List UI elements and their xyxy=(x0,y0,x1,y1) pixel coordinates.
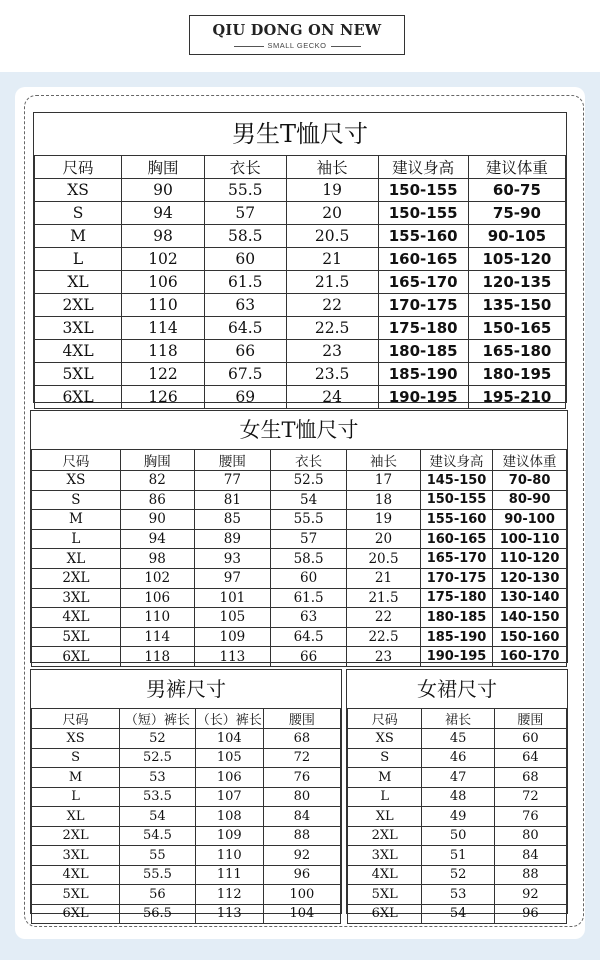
table-cell: 92 xyxy=(263,846,340,866)
table-row xyxy=(35,225,566,248)
table-cell: 56.5 xyxy=(120,904,196,924)
column-header: 建议身高 xyxy=(420,450,492,471)
column-header: 裙长 xyxy=(422,709,494,729)
table-cell: S xyxy=(32,490,121,510)
table-cell: 54 xyxy=(422,904,494,924)
table-cell: 113 xyxy=(195,904,263,924)
table-row xyxy=(32,647,567,667)
table-cell: 110 xyxy=(122,294,205,317)
table-cell: 45 xyxy=(422,729,494,749)
table-cell: 70-80 xyxy=(493,471,567,491)
men-tshirt-size-table xyxy=(33,112,567,406)
table-row xyxy=(32,627,567,647)
table-cell: 63 xyxy=(271,608,347,628)
table-cell: 94 xyxy=(122,202,205,225)
table-cell: 3XL xyxy=(35,317,122,340)
table-row xyxy=(35,317,566,340)
table-cell: 122 xyxy=(122,363,205,386)
column-header: 建议体重 xyxy=(493,450,567,471)
table-cell: 4XL xyxy=(35,340,122,363)
table-cell: 150-155 xyxy=(420,490,492,510)
table-row xyxy=(348,826,567,846)
table-cell: S xyxy=(348,748,422,768)
table-cell: 76 xyxy=(494,807,566,827)
women-skirt-size-table xyxy=(346,669,568,922)
table-row xyxy=(35,340,566,363)
table-cell: 100-110 xyxy=(493,529,567,549)
table-cell: 46 xyxy=(422,748,494,768)
table-cell: M xyxy=(32,768,120,788)
table-cell: 19 xyxy=(347,510,421,530)
table-cell: 23 xyxy=(347,647,421,667)
table-cell: 102 xyxy=(120,568,194,588)
brand-title: QIU DONG ON NEW xyxy=(212,22,382,39)
table-cell: 66 xyxy=(204,340,286,363)
table-cell: 165-180 xyxy=(468,340,565,363)
brand-logo xyxy=(189,15,405,55)
table-cell: XS xyxy=(348,729,422,749)
table-cell: XS xyxy=(32,729,120,749)
table-cell: 50 xyxy=(422,826,494,846)
table-cell: 68 xyxy=(263,729,340,749)
table-cell: 150-155 xyxy=(378,179,468,202)
table-cell: 64 xyxy=(494,748,566,768)
table-cell: 6XL xyxy=(35,386,122,409)
table-cell: 22.5 xyxy=(347,627,421,647)
table-cell: 97 xyxy=(194,568,271,588)
table-row xyxy=(32,588,567,608)
table-cell: 52.5 xyxy=(120,748,196,768)
table-cell: 90-105 xyxy=(468,225,565,248)
table-row xyxy=(35,248,566,271)
men-tshirt-title: 男生T恤尺寸 xyxy=(231,120,368,148)
women-skirt-title: 女裙尺寸 xyxy=(417,677,497,701)
table-cell: 5XL xyxy=(35,363,122,386)
women-tshirt-title: 女生T恤尺寸 xyxy=(239,418,359,442)
column-header: 袖长 xyxy=(347,450,421,471)
table-cell: 47 xyxy=(422,768,494,788)
table-row xyxy=(32,807,341,827)
table-row xyxy=(35,179,566,202)
table-cell: 100 xyxy=(263,885,340,905)
table-cell: 24 xyxy=(286,386,378,409)
table-cell: 175-180 xyxy=(420,588,492,608)
column-header: 尺码 xyxy=(32,709,120,729)
table-cell: 61.5 xyxy=(204,271,286,294)
table-cell: 120-135 xyxy=(468,271,565,294)
table-cell: 126 xyxy=(122,386,205,409)
table-cell: XL xyxy=(32,807,120,827)
table-cell: 5XL xyxy=(348,885,422,905)
table-cell: 22 xyxy=(347,608,421,628)
logo-rule-right xyxy=(331,46,361,47)
table-cell: 55.5 xyxy=(120,865,196,885)
table-cell: 61.5 xyxy=(271,588,347,608)
table-cell: 94 xyxy=(120,529,194,549)
table-cell: 53.5 xyxy=(120,787,196,807)
header-row xyxy=(32,450,567,471)
table-cell: 180-195 xyxy=(468,363,565,386)
table-cell: S xyxy=(35,202,122,225)
header-row xyxy=(32,709,341,729)
table-cell: 109 xyxy=(194,627,271,647)
table-cell: 21.5 xyxy=(347,588,421,608)
table-cell: 53 xyxy=(422,885,494,905)
table-cell: 85 xyxy=(194,510,271,530)
table-cell: 130-140 xyxy=(493,588,567,608)
men-tshirt-grid xyxy=(34,155,566,409)
women-tshirt-grid xyxy=(31,449,567,667)
table-cell: L xyxy=(348,787,422,807)
table-cell: 190-195 xyxy=(420,647,492,667)
table-cell: 106 xyxy=(122,271,205,294)
column-header: 胸围 xyxy=(120,450,194,471)
table-cell: 93 xyxy=(194,549,271,569)
table-cell: L xyxy=(32,787,120,807)
table-cell: 107 xyxy=(195,787,263,807)
table-cell: 5XL xyxy=(32,885,120,905)
table-cell: 2XL xyxy=(32,568,121,588)
table-cell: 4XL xyxy=(32,865,120,885)
table-cell: 185-190 xyxy=(378,363,468,386)
table-cell: 112 xyxy=(195,885,263,905)
table-cell: 109 xyxy=(195,826,263,846)
table-cell: 23 xyxy=(286,340,378,363)
men-pants-title: 男裤尺寸 xyxy=(146,677,226,701)
table-cell: 114 xyxy=(122,317,205,340)
table-cell: 88 xyxy=(494,865,566,885)
table-row xyxy=(32,768,341,788)
table-cell: 60 xyxy=(494,729,566,749)
table-row xyxy=(348,885,567,905)
table-cell: XL xyxy=(348,807,422,827)
table-cell: 165-170 xyxy=(378,271,468,294)
table-cell: 58.5 xyxy=(271,549,347,569)
column-header: 腰围 xyxy=(494,709,566,729)
table-cell: 20.5 xyxy=(347,549,421,569)
table-cell: 57 xyxy=(271,529,347,549)
table-cell: 81 xyxy=(194,490,271,510)
table-cell: 135-150 xyxy=(468,294,565,317)
table-cell: 92 xyxy=(494,885,566,905)
table-cell: 21 xyxy=(347,568,421,588)
table-cell: 77 xyxy=(194,471,271,491)
table-cell: 160-165 xyxy=(378,248,468,271)
table-cell: S xyxy=(32,748,120,768)
table-cell: 111 xyxy=(195,865,263,885)
table-cell: 118 xyxy=(120,647,194,667)
table-cell: 90-100 xyxy=(493,510,567,530)
table-cell: 110 xyxy=(120,608,194,628)
table-cell: 76 xyxy=(263,768,340,788)
table-cell: 150-160 xyxy=(493,627,567,647)
table-row xyxy=(32,608,567,628)
table-cell: 90 xyxy=(120,510,194,530)
column-header: 尺码 xyxy=(35,156,122,179)
table-cell: 55.5 xyxy=(204,179,286,202)
table-cell: 64.5 xyxy=(271,627,347,647)
table-cell: 20 xyxy=(286,202,378,225)
table-cell: 75-90 xyxy=(468,202,565,225)
table-cell: 68 xyxy=(494,768,566,788)
table-cell: 19 xyxy=(286,179,378,202)
table-cell: 120-130 xyxy=(493,568,567,588)
logo-rule-left xyxy=(234,46,264,47)
women-tshirt-size-table xyxy=(30,410,568,663)
table-cell: 55.5 xyxy=(271,510,347,530)
table-cell: 105 xyxy=(195,748,263,768)
table-cell: 155-160 xyxy=(378,225,468,248)
table-cell: 170-175 xyxy=(420,568,492,588)
table-cell: 72 xyxy=(263,748,340,768)
table-cell: 6XL xyxy=(348,904,422,924)
table-cell: 54 xyxy=(271,490,347,510)
table-cell: 18 xyxy=(347,490,421,510)
table-cell: 175-180 xyxy=(378,317,468,340)
table-row xyxy=(32,826,341,846)
table-row xyxy=(32,885,341,905)
table-row xyxy=(32,865,341,885)
table-cell: 72 xyxy=(494,787,566,807)
table-cell: 60-75 xyxy=(468,179,565,202)
table-cell: 82 xyxy=(120,471,194,491)
table-cell: 51 xyxy=(422,846,494,866)
table-cell: 118 xyxy=(122,340,205,363)
table-cell: 54 xyxy=(120,807,196,827)
table-cell: 170-175 xyxy=(378,294,468,317)
table-cell: 110-120 xyxy=(493,549,567,569)
table-cell: 101 xyxy=(194,588,271,608)
table-row xyxy=(32,846,341,866)
table-cell: 96 xyxy=(263,865,340,885)
table-cell: 105 xyxy=(194,608,271,628)
table-row xyxy=(32,748,341,768)
table-cell: 90 xyxy=(122,179,205,202)
table-cell: 52.5 xyxy=(271,471,347,491)
table-cell: 108 xyxy=(195,807,263,827)
table-cell: 52 xyxy=(422,865,494,885)
table-cell: XL xyxy=(32,549,121,569)
table-cell: 86 xyxy=(120,490,194,510)
table-cell: 190-195 xyxy=(378,386,468,409)
table-cell: 80-90 xyxy=(493,490,567,510)
table-row xyxy=(348,846,567,866)
table-cell: 17 xyxy=(347,471,421,491)
women-skirt-grid xyxy=(347,708,567,924)
table-cell: 49 xyxy=(422,807,494,827)
table-cell: 66 xyxy=(271,647,347,667)
table-cell: 3XL xyxy=(32,846,120,866)
table-cell: 53 xyxy=(120,768,196,788)
table-cell: 4XL xyxy=(32,608,121,628)
table-cell: L xyxy=(32,529,121,549)
table-row xyxy=(348,768,567,788)
table-cell: 155-160 xyxy=(420,510,492,530)
table-cell: 20 xyxy=(347,529,421,549)
table-cell: 185-190 xyxy=(420,627,492,647)
table-cell: 160-165 xyxy=(420,529,492,549)
table-cell: 60 xyxy=(204,248,286,271)
table-cell: 180-185 xyxy=(420,608,492,628)
table-cell: L xyxy=(35,248,122,271)
table-cell: 58.5 xyxy=(204,225,286,248)
table-cell: 57 xyxy=(204,202,286,225)
table-row xyxy=(32,510,567,530)
table-cell: 106 xyxy=(120,588,194,608)
table-cell: 3XL xyxy=(348,846,422,866)
table-cell: 150-165 xyxy=(468,317,565,340)
men-pants-size-table xyxy=(30,669,342,922)
table-cell: 63 xyxy=(204,294,286,317)
table-cell: 2XL xyxy=(348,826,422,846)
table-row xyxy=(35,202,566,225)
table-cell: 67.5 xyxy=(204,363,286,386)
table-cell: 60 xyxy=(271,568,347,588)
table-cell: 5XL xyxy=(32,627,121,647)
table-cell: M xyxy=(348,768,422,788)
table-cell: 21 xyxy=(286,248,378,271)
table-cell: 64.5 xyxy=(204,317,286,340)
column-header: 建议身高 xyxy=(378,156,468,179)
table-cell: 6XL xyxy=(32,904,120,924)
table-cell: XL xyxy=(35,271,122,294)
column-header: 衣长 xyxy=(204,156,286,179)
table-row xyxy=(348,865,567,885)
column-header: 腰围 xyxy=(263,709,340,729)
table-cell: 96 xyxy=(494,904,566,924)
table-row xyxy=(35,294,566,317)
column-header: （长）裤长 xyxy=(195,709,263,729)
table-row xyxy=(348,904,567,924)
table-cell: 22 xyxy=(286,294,378,317)
table-cell: 150-155 xyxy=(378,202,468,225)
table-row xyxy=(35,386,566,409)
header-row xyxy=(35,156,566,179)
column-header: 腰围 xyxy=(194,450,271,471)
brand-subtitle: SMALL GECKO xyxy=(267,41,327,50)
table-cell: 52 xyxy=(120,729,196,749)
table-cell: 21.5 xyxy=(286,271,378,294)
table-cell: 22.5 xyxy=(286,317,378,340)
table-cell: 180-185 xyxy=(378,340,468,363)
table-cell: 98 xyxy=(120,549,194,569)
table-cell: 110 xyxy=(195,846,263,866)
table-cell: 165-170 xyxy=(420,549,492,569)
column-header: 尺码 xyxy=(348,709,422,729)
table-cell: 140-150 xyxy=(493,608,567,628)
table-cell: 48 xyxy=(422,787,494,807)
table-cell: 98 xyxy=(122,225,205,248)
table-cell: XS xyxy=(35,179,122,202)
column-header: 胸围 xyxy=(122,156,205,179)
table-row xyxy=(348,748,567,768)
table-cell: 20.5 xyxy=(286,225,378,248)
table-row xyxy=(32,549,567,569)
column-header: （短）裤长 xyxy=(120,709,196,729)
table-cell: 105-120 xyxy=(468,248,565,271)
header-row xyxy=(348,709,567,729)
table-cell: 80 xyxy=(494,826,566,846)
table-cell: 69 xyxy=(204,386,286,409)
table-cell: 6XL xyxy=(32,647,121,667)
table-row xyxy=(348,729,567,749)
table-cell: M xyxy=(35,225,122,248)
table-cell: 84 xyxy=(263,807,340,827)
table-cell: 104 xyxy=(263,904,340,924)
table-cell: 54.5 xyxy=(120,826,196,846)
table-row xyxy=(32,529,567,549)
table-row xyxy=(32,787,341,807)
table-row xyxy=(32,568,567,588)
column-header: 袖长 xyxy=(286,156,378,179)
table-cell: 80 xyxy=(263,787,340,807)
table-cell: 2XL xyxy=(35,294,122,317)
table-row xyxy=(348,807,567,827)
table-cell: 2XL xyxy=(32,826,120,846)
table-cell: 3XL xyxy=(32,588,121,608)
table-row xyxy=(32,904,341,924)
table-cell: 145-150 xyxy=(420,471,492,491)
table-cell: 113 xyxy=(194,647,271,667)
table-row xyxy=(32,471,567,491)
table-cell: 104 xyxy=(195,729,263,749)
brand-subtitle-row xyxy=(190,41,404,50)
table-cell: 55 xyxy=(120,846,196,866)
table-row xyxy=(32,490,567,510)
table-cell: 114 xyxy=(120,627,194,647)
table-row xyxy=(35,363,566,386)
table-cell: 84 xyxy=(494,846,566,866)
table-cell: XS xyxy=(32,471,121,491)
table-cell: 102 xyxy=(122,248,205,271)
men-pants-grid xyxy=(31,708,341,924)
table-cell: 56 xyxy=(120,885,196,905)
table-row xyxy=(348,787,567,807)
table-cell: 160-170 xyxy=(493,647,567,667)
table-row xyxy=(32,729,341,749)
table-cell: 23.5 xyxy=(286,363,378,386)
table-row xyxy=(35,271,566,294)
table-cell: 4XL xyxy=(348,865,422,885)
table-cell: M xyxy=(32,510,121,530)
table-cell: 106 xyxy=(195,768,263,788)
column-header: 衣长 xyxy=(271,450,347,471)
table-cell: 88 xyxy=(263,826,340,846)
table-cell: 195-210 xyxy=(468,386,565,409)
table-cell: 89 xyxy=(194,529,271,549)
column-header: 建议体重 xyxy=(468,156,565,179)
column-header: 尺码 xyxy=(32,450,121,471)
